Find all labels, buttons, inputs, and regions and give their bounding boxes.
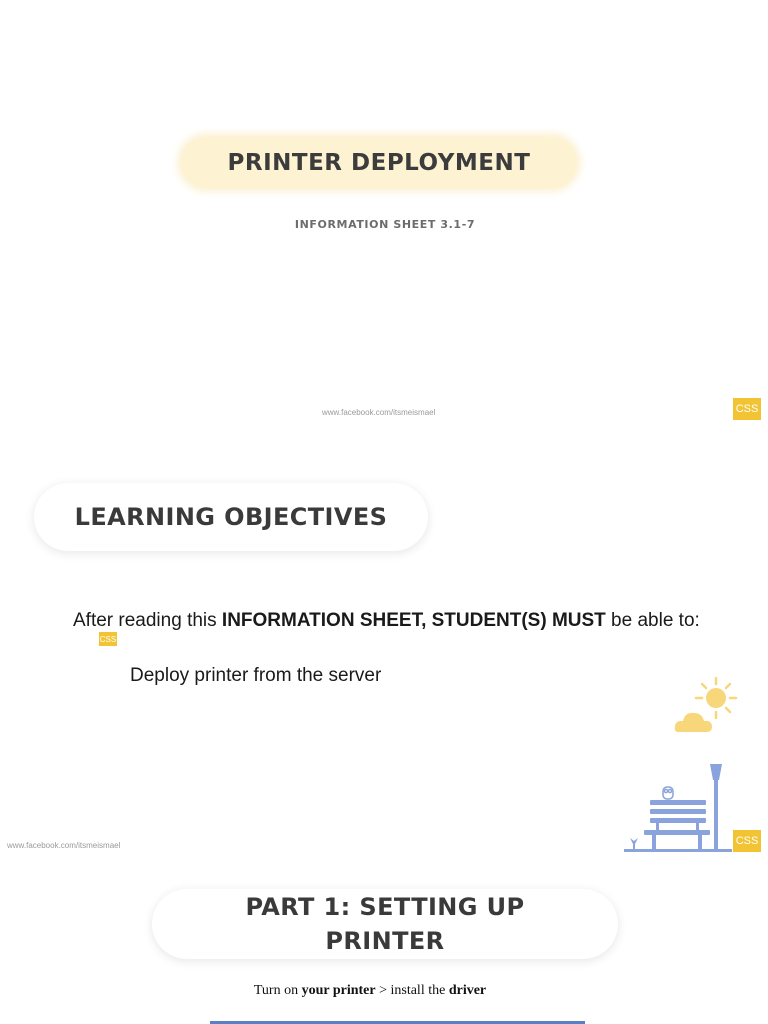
instr-part-1: Turn on	[253, 983, 302, 998]
intro-text-end: be able to:	[605, 610, 700, 631]
section-heading-pill	[34, 483, 428, 551]
instruction-text	[130, 983, 610, 999]
instr-part-4: driver	[448, 983, 487, 998]
intro-text-start: After reading this	[73, 610, 222, 631]
instr-part-3: > install the	[375, 983, 449, 998]
inline-css-badge: CSS	[99, 632, 117, 646]
objective-item: Deploy printer from the server	[130, 665, 382, 686]
footer-url-2: www.facebook.com/itsmeismael	[7, 841, 121, 850]
section-heading: LEARNING OBJECTIVES	[74, 503, 388, 531]
part-heading-line2: PRINTER	[325, 927, 445, 955]
instr-part-2: your printer	[301, 983, 376, 998]
intro-text-bold: INFORMATION SHEET, STUDENT(S) MUST	[221, 610, 606, 631]
subtitle: INFORMATION SHEET 3.1-7	[294, 218, 476, 231]
title-pill	[181, 137, 577, 188]
objective-intro	[73, 608, 713, 633]
footer-url: www.facebook.com/itsmeismael	[322, 408, 436, 417]
css-logo-badge-2: CSS	[733, 830, 761, 852]
part-heading-pill	[152, 889, 618, 959]
page-title: PRINTER DEPLOYMENT	[227, 149, 531, 176]
park-bench-lamp-icon	[622, 760, 734, 856]
css-logo-badge: CSS	[733, 398, 761, 420]
sun-cloud-icon	[672, 676, 742, 738]
part-heading-line1: PART 1: SETTING UP	[245, 893, 525, 921]
